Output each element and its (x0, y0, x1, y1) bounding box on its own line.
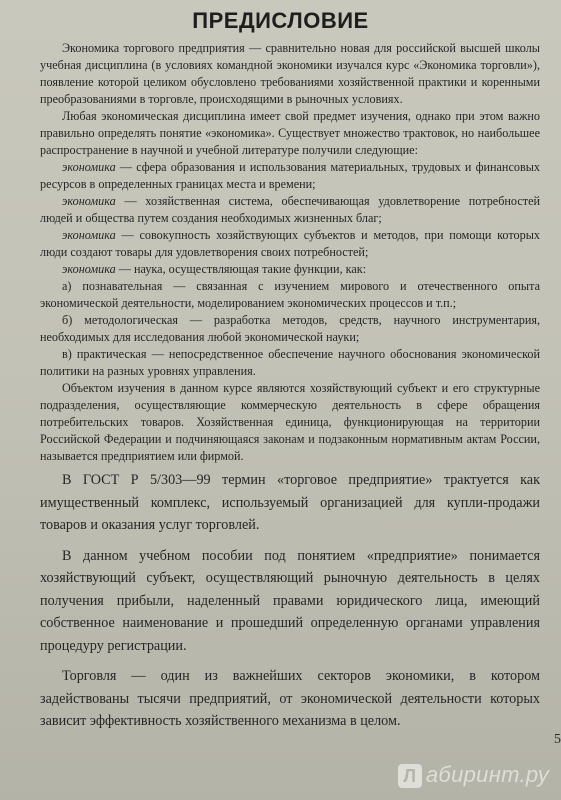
labirint-logo-icon: Л (398, 764, 422, 788)
definition-item (40, 227, 540, 261)
page-number: 5 (554, 732, 561, 747)
large-paragraph: В данном учебном пособии под понятием «предприятие» понимается хозяйствующий субъект, осуществляющий рыночную деятельность в целях получения прибыли, наделенный правами юридического лица, имеющий собственное наименование и прошедший определенную органами управления процедуру регистрации. (40, 547, 540, 654)
large-paragraph: В ГОСТ Р 5/303—99 термин «торговое предприятие» трактуется как имущественный комплекс, используемый организацией для купли-продажи товаров и оказания услуг торговлей. (40, 472, 540, 533)
definition-text: — сфера образования и использования материальных, трудовых и финансовых ресурсов в определенных границах места и времени; (40, 160, 540, 191)
function-item: б) методологическая — разработка методов, средств, научного инструментария, необходимых для исследования любой экономической науки; (40, 313, 540, 344)
definition-term: экономика (62, 194, 116, 208)
watermark-text: абиринт.ру (425, 761, 549, 787)
labirint-watermark (398, 762, 549, 788)
definition-text: — хозяйственная система, обеспечивающая удовлетворение потребностей людей и общества путем создания необходимых жизненных благ; (40, 194, 540, 225)
function-item: а) познавательная — связанная с изучением мирового и отечественного опыта экономической деятельности, моделированием экономических процессов и т.п.; (40, 279, 540, 310)
definition-text: — совокупность хозяйствующих субъектов и методов, при помощи которых люди создают товары для удовлетворения своих потребностей; (40, 228, 540, 259)
small-print-section (40, 40, 540, 465)
definition-item (40, 193, 540, 227)
body-text (40, 40, 540, 733)
intro-paragraph: Любая экономическая дисциплина имеет свой предмет изучения, однако при этом важно правильно определять понятие «экономика». Существует множество трактовок, но наибольшее распространение в научной и учебной литературе получили следующие: (40, 109, 540, 157)
object-paragraph: Объектом изучения в данном курсе являются хозяйствующий субъект и его структурные подразделения, осуществляющие коммерческую деятельность в сфере обращения потребительских товаров. Хозяйственная единица, функционирующая на территории Российской Федерации и подчиняющаяся законам и подзаконным нормативным актам России, называется предприятием или фирмой. (40, 381, 540, 463)
page-title: ПРЕДИСЛОВИЕ (192, 8, 369, 33)
definition-item (40, 261, 540, 278)
definition-item (40, 159, 540, 193)
definition-text: — наука, осуществляющая такие функции, как: (115, 262, 367, 276)
intro-paragraph: Экономика торгового предприятия — сравнительно новая для российской высшей школы учебная дисциплина (в условиях командной экономики изучался курс «Экономика торговли»), появление которой целиком обусловлено требованиями хозяйственной практики и коренными преобразованиями в торговле, происходящими в рыночных условиях. (40, 41, 540, 106)
large-paragraph: Торговля — один из важнейших секторов экономики, в котором задействованы тысячи предприятий, от экономической деятельности которых зависит эффективность хозяйственного механизма в целом. (40, 668, 540, 729)
large-print-section (40, 469, 540, 733)
function-item: в) практическая — непосредственное обеспечение научного обоснования экономической политики на разных уровнях управления. (40, 347, 540, 378)
definition-term: экономика (62, 160, 116, 174)
definition-term: экономика (62, 228, 116, 242)
definition-term: экономика (62, 262, 116, 276)
